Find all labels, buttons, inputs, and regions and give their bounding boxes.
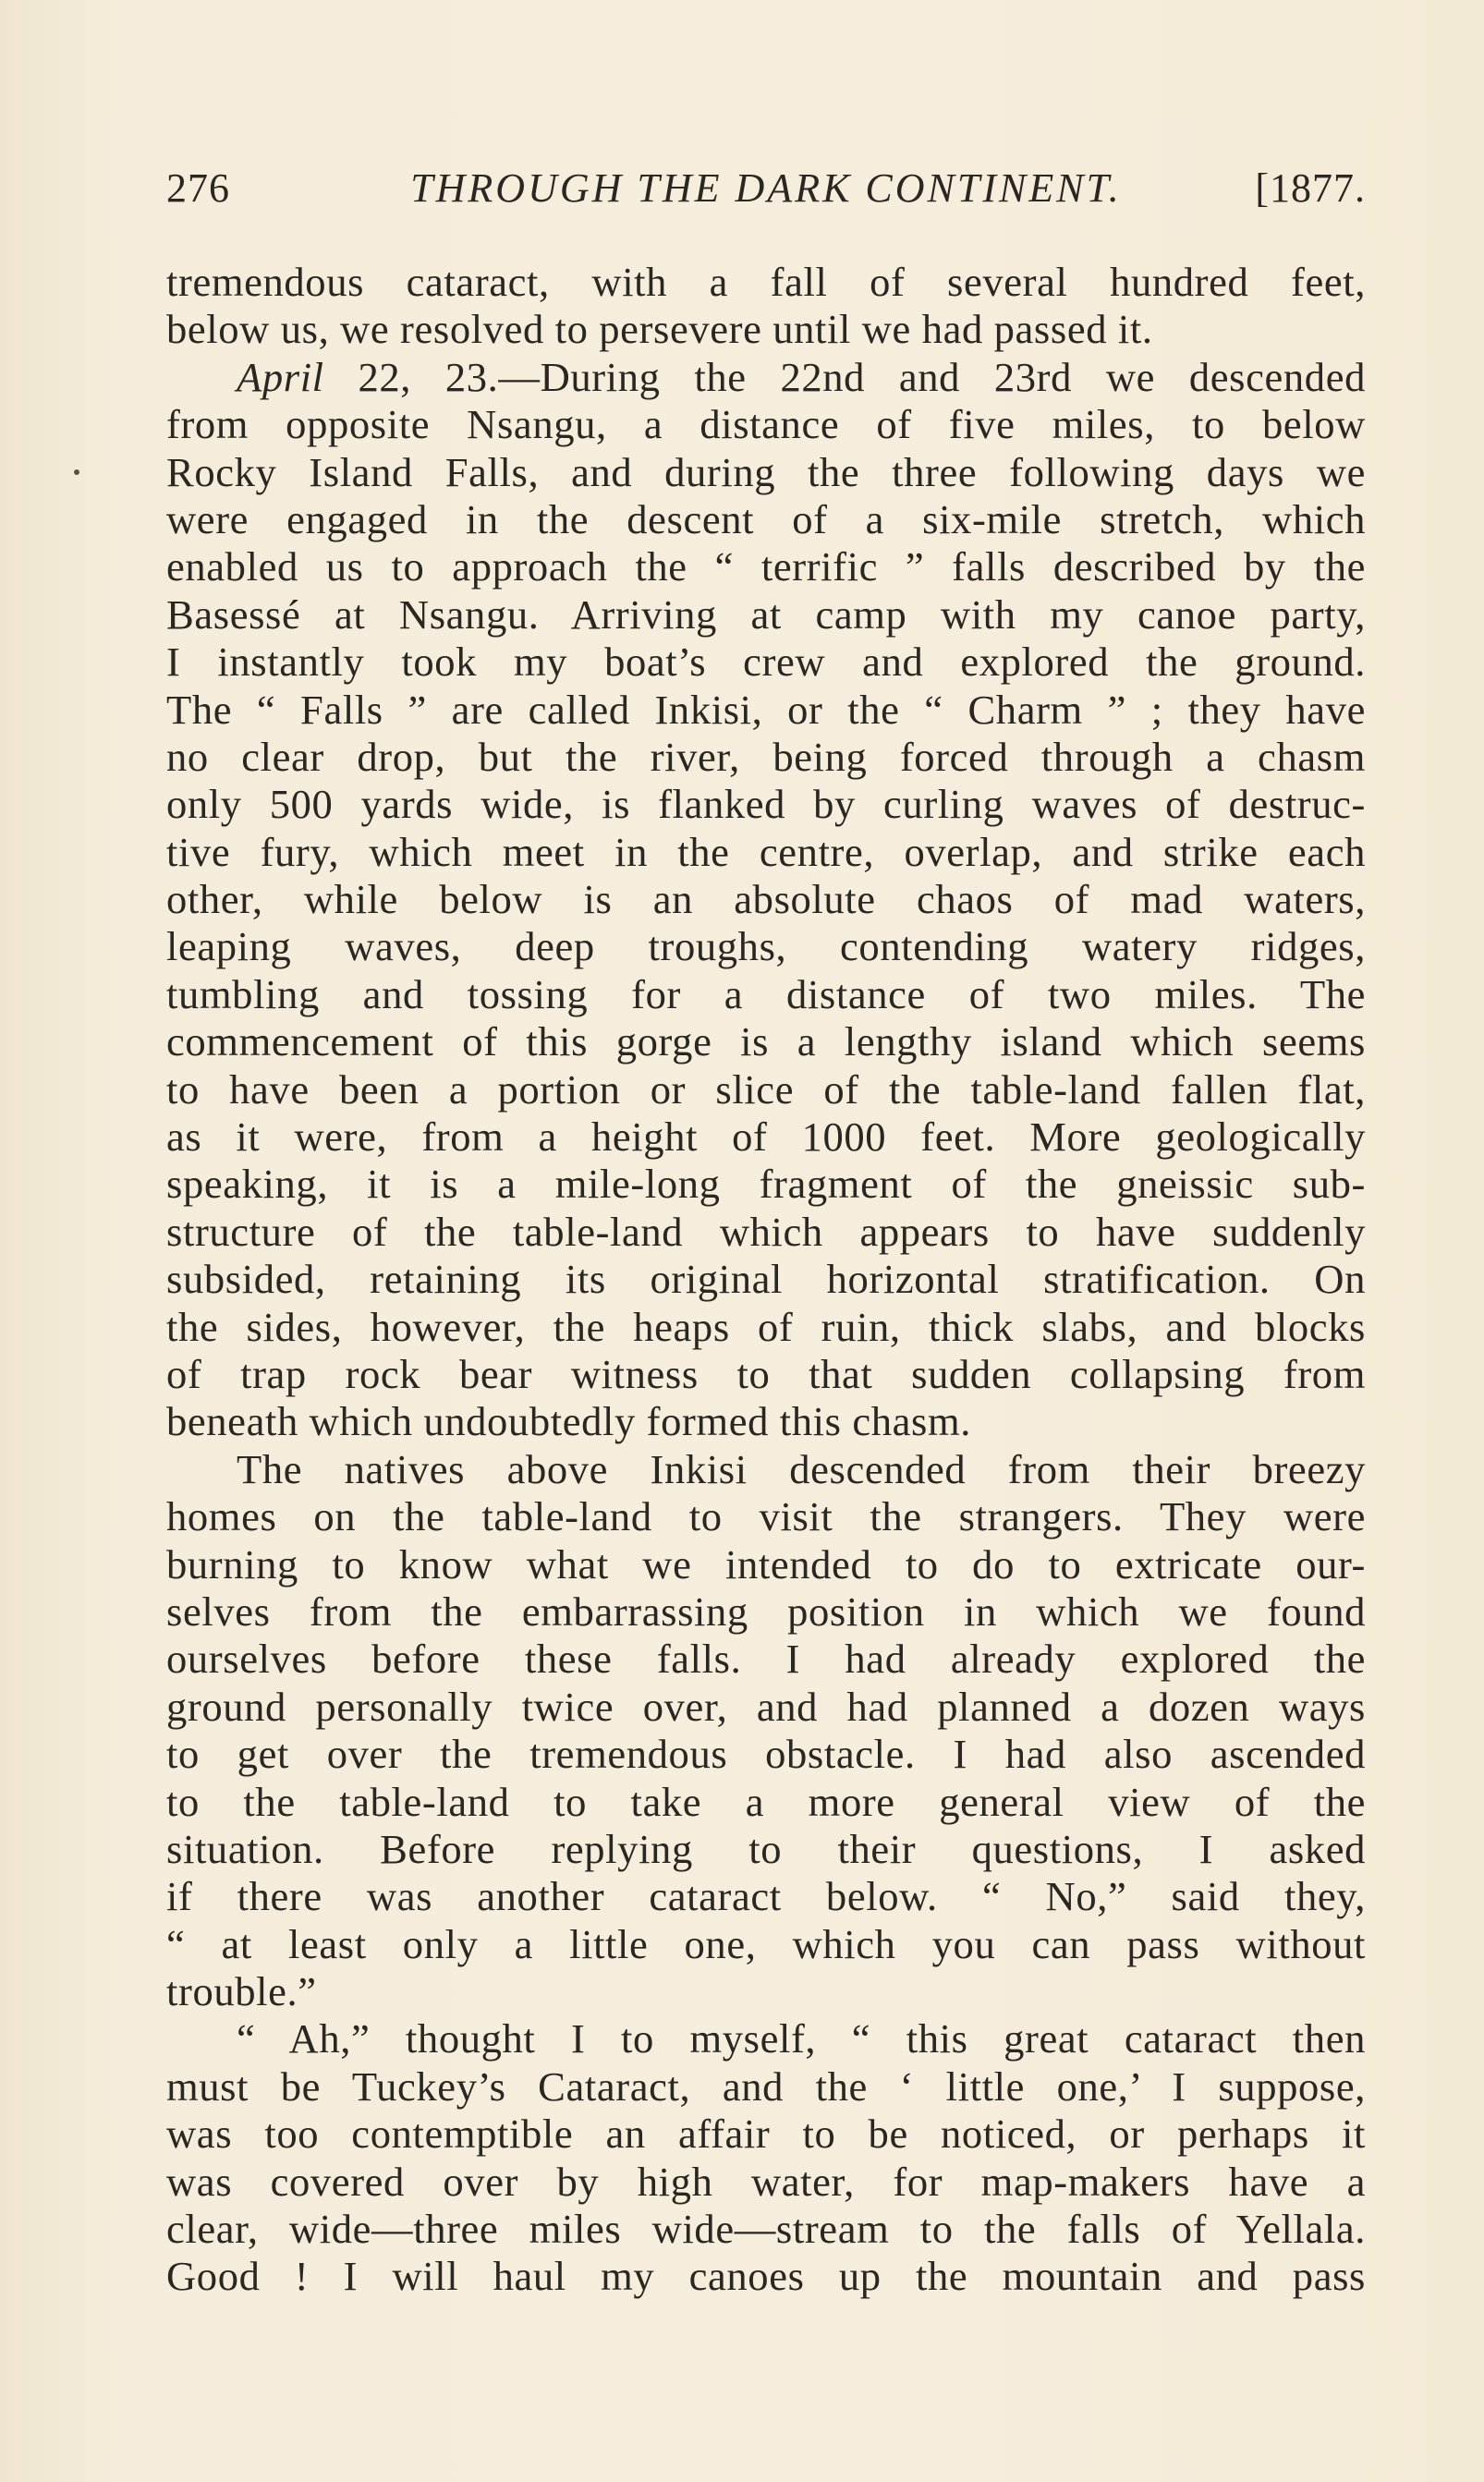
text-line: other, while below is an absolute chaos of mad waters, bbox=[166, 876, 1366, 923]
text-line: leaping waves, deep troughs, contending watery ridges, bbox=[166, 923, 1366, 970]
text-line: below us, we resolved to persevere until we had passed it. bbox=[166, 306, 1153, 353]
page-number: 276 bbox=[166, 165, 230, 211]
text-line: speaking, it is a mile-long fragment of the gneissic sub- bbox=[166, 1161, 1366, 1208]
text-line: to the table-land to take a more general view of the bbox=[166, 1778, 1366, 1825]
text-line: homes on the table-land to visit the strangers. They were bbox=[166, 1493, 1366, 1540]
text-line: was too contemptible an affair to be noticed, or perhaps it bbox=[166, 2111, 1366, 2158]
text-line: beneath which undoubtedly formed this chasm. bbox=[166, 1398, 972, 1445]
margin-speck bbox=[74, 469, 79, 475]
text-line: structure of the table-land which appears to have suddenly bbox=[166, 1208, 1366, 1255]
text-line: “ at least only a little one, which you can pass without bbox=[166, 1920, 1366, 1967]
text-line: selves from the embarrassing position in which we found bbox=[166, 1588, 1366, 1635]
running-title: THROUGH THE DARK CONTINENT. bbox=[410, 165, 1122, 211]
text-line: subsided, retaining its original horizontal stratification. On bbox=[166, 1256, 1366, 1303]
text-line: were engaged in the descent of a six-mile stretch, which bbox=[166, 495, 1366, 542]
text-line: to get over the tremendous obstacle. I had also ascended bbox=[166, 1731, 1366, 1778]
text-line: tive fury, which meet in the centre, overlap, and strike each bbox=[166, 828, 1366, 875]
text-line: from opposite Nsangu, a distance of five miles, to below bbox=[166, 401, 1366, 448]
text-line: Good ! I will haul my canoes up the mountain and pass bbox=[166, 2253, 1366, 2300]
text-line-rest: 22, 23.—During the 22nd and 23rd we descended bbox=[323, 353, 1366, 400]
date-italic: April bbox=[237, 353, 324, 400]
text-line: ourselves before these falls. I had already explored the bbox=[166, 1636, 1366, 1683]
text-line: was covered over by high water, for map-makers have a bbox=[166, 2158, 1366, 2205]
text-line: no clear drop, but the river, being forced through a chasm bbox=[166, 733, 1366, 780]
text-line: Basessé at Nsangu. Arriving at camp with my canoe party, bbox=[166, 590, 1366, 638]
text-line: situation. Before replying to their questions, I asked bbox=[166, 1825, 1366, 1872]
text-line: the sides, however, the heaps of ruin, thick slabs, and blocks bbox=[166, 1303, 1366, 1350]
text-line: The natives above Inkisi descended from their breezy bbox=[237, 1445, 1366, 1492]
text-line: burning to know what we intended to do to extricate our- bbox=[166, 1540, 1366, 1588]
text-line: must be Tuckey’s Cataract, and the ‘ little one,’ I suppose, bbox=[166, 2062, 1366, 2110]
text-line: I instantly took my boat’s crew and explored the ground. bbox=[166, 639, 1366, 686]
text-line bbox=[166, 354, 1366, 401]
text-line: ground personally twice over, and had planned a dozen ways bbox=[166, 1683, 1366, 1730]
text-line: clear, wide—three miles wide—stream to the falls of Yellala. bbox=[166, 2206, 1366, 2253]
text-line: only 500 yards wide, is flanked by curling waves of destruc- bbox=[166, 781, 1366, 828]
text-line: of trap rock bear witness to that sudden collapsing from bbox=[166, 1350, 1366, 1397]
text-line: tumbling and tossing for a distance of two miles. The bbox=[166, 970, 1366, 1017]
text-line: Rocky Island Falls, and during the three following days we bbox=[166, 448, 1366, 495]
text-line: commencement of this gorge is a lengthy island which seems bbox=[166, 1018, 1366, 1065]
text-line: “ Ah,” thought I to myself, “ this great cataract then bbox=[237, 2015, 1366, 2062]
running-header bbox=[166, 164, 1366, 220]
text-line: to have been a portion or slice of the table-land fallen flat, bbox=[166, 1065, 1366, 1113]
text-line: enabled us to approach the “ terrific ” falls described by the bbox=[166, 543, 1366, 590]
text-line: The “ Falls ” are called Inkisi, or the “ Charm ” ; they have bbox=[166, 686, 1366, 733]
text-line: tremendous cataract, with a fall of several hundred feet, bbox=[166, 259, 1366, 305]
header-year: [1877. bbox=[1255, 165, 1366, 211]
body-text bbox=[166, 259, 1366, 2301]
text-line: trouble.” bbox=[166, 1968, 317, 2015]
text-line: if there was another cataract below. “ No,” said they, bbox=[166, 1873, 1366, 1920]
text-line: as it were, from a height of 1000 feet. More geologically bbox=[166, 1113, 1366, 1161]
